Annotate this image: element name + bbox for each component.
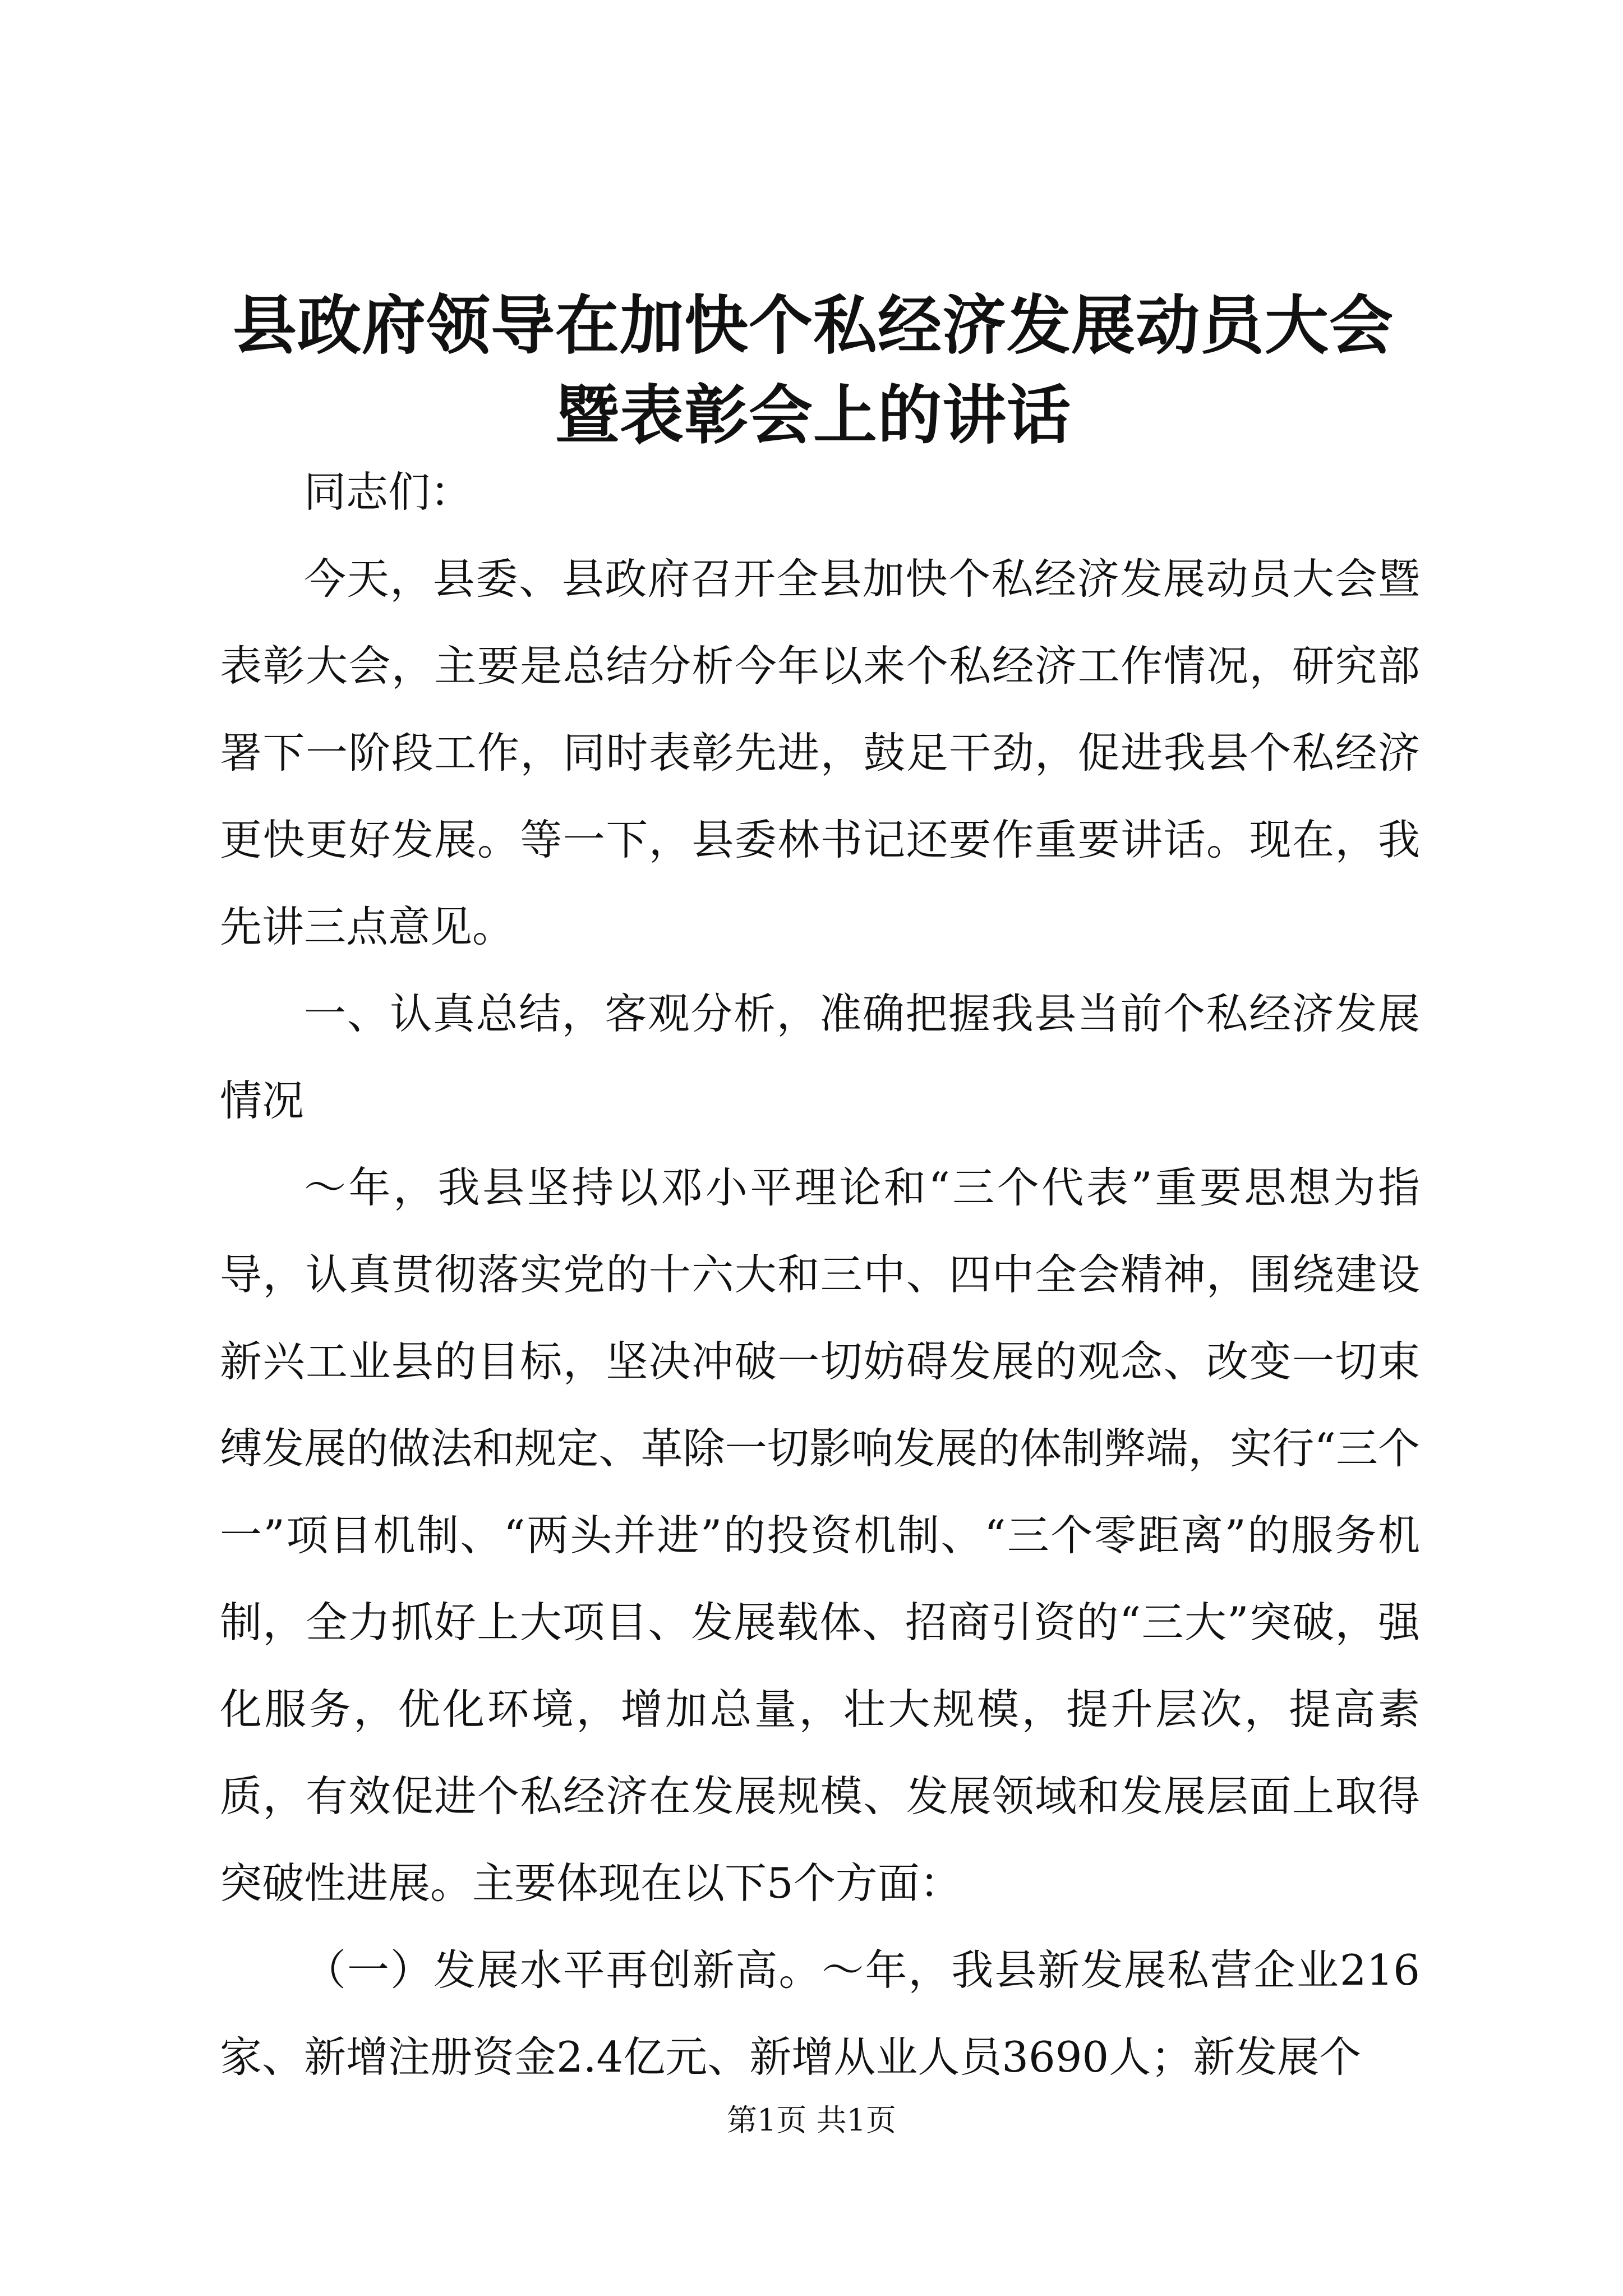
subsection-paragraph-1: （一）发展水平再创新高。～年，我县新发展私营企业216家、新增注册资金2.4亿元、新增从业人员3690人；新发展个: [220, 1945, 1420, 2082]
document-title: 县政府领导在加快个私经济发展动员大会暨表彰会上的讲话: [232, 288, 1394, 453]
document-body: [220, 449, 1420, 2101]
salutation-paragraph: 同志们：: [304, 467, 473, 517]
section-heading-1: 一、认真总结，客观分析，准确把握我县当前个私经济发展情况: [220, 989, 1420, 1125]
intro-paragraph: 今天，县委、县政府召开全县加快个私经济发展动员大会暨表彰大会，主要是总结分析今年以来个私经济工作情况，研究部署下一阶段工作，同时表彰先进，鼓足干劲，促进我县个私经济更快更好发展。等一下，县委林书记还要作重要讲话。现在，我先讲三点意见。: [220, 554, 1420, 951]
page-footer: 第1页 共1页: [727, 2102, 896, 2138]
body-paragraph: ～年，我县坚持以邓小平理论和“三个代表”重要思想为指导，认真贯彻落实党的十六大和三中、四中全会精神，围绕建设新兴工业县的目标，坚决冲破一切妨碍发展的观念、改变一切束缚发展的做法和规定、革除一切影响发展的体制弊端，实行“三个一”项目机制、“两头并进”的投资机制、“三个零距离”的服务机制，全力抓好上大项目、发展载体、招商引资的“三大”突破，强化服务，优化环境，增加总量，壮大规模，提升层次，提高素质，有效促进个私经济在发展规模、发展领域和发展层面上取得突破性进展。主要体现在以下5个方面：: [220, 1163, 1420, 1908]
